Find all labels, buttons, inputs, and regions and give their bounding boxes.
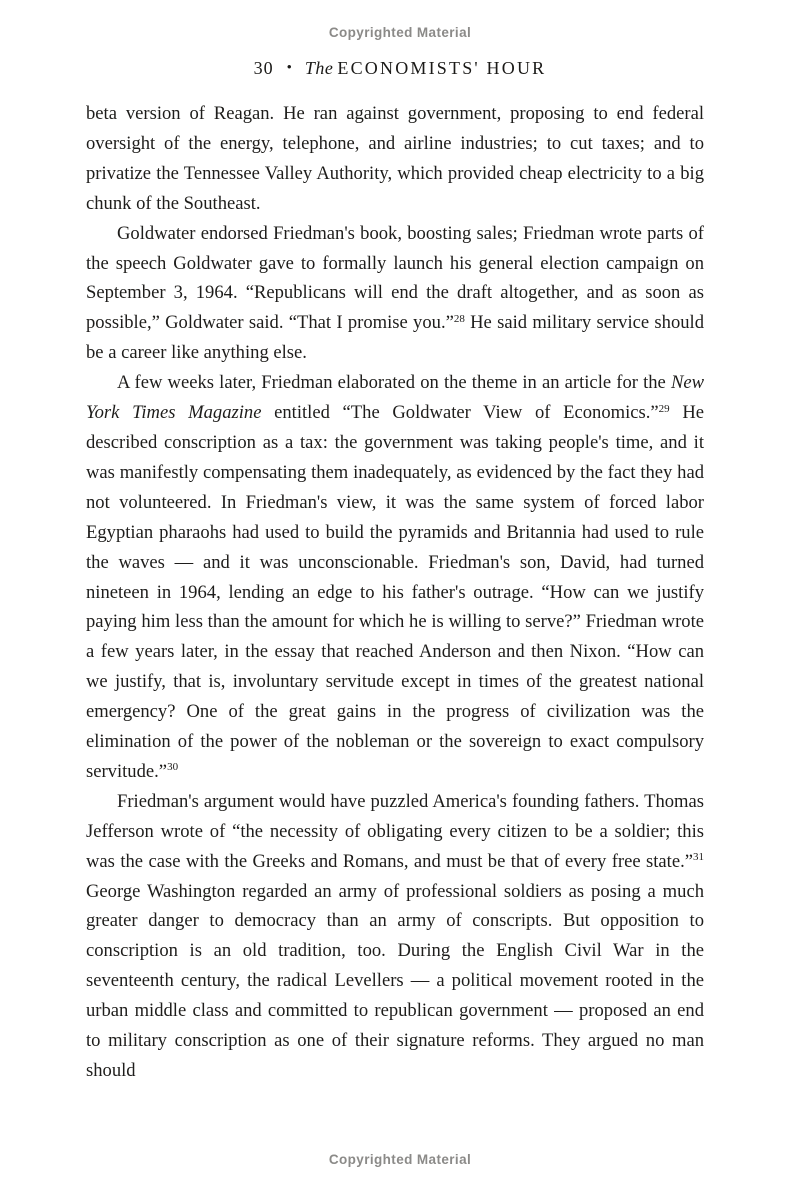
text-segment: Goldwater endorsed Friedman's book, boosting sales; Friedman wrote parts of the speech Goldwater gave to formally launch his general election campaign on September 3, 1964. “Republicans will end the draft altogether, and as soon as possible,” Goldwater said. “That I promise you.” bbox=[86, 222, 704, 334]
book-title-caps: ECONOMISTS' HOUR bbox=[337, 58, 547, 78]
text-segment: George Washington regarded an army of professional soldiers as posing a much greater danger to democracy than an army of conscripts. But opposition to conscription is an old tradition, too. During the English Civil War in the seventeenth century, the radical Levellers — a political movement rooted in the urban middle class and committed to republican government — proposed an end to military conscription as one of their signature reforms. They argued no man should bbox=[86, 880, 704, 1081]
text-segment: Friedman's argument would have puzzled America's founding fathers. Thomas Jefferson wrote of “the necessity of obligating every citizen to be a soldier; this was the case with the Greeks and Romans, and must be that of every free state.” bbox=[86, 790, 704, 872]
copyright-notice-bottom: Copyrighted Material bbox=[328, 1152, 472, 1167]
book-title-italic-word: The bbox=[304, 58, 334, 78]
paragraph bbox=[86, 787, 704, 1086]
text-segment: A few weeks later, Friedman elaborated on the theme in an article for the bbox=[117, 372, 671, 394]
page-number: 30 bbox=[253, 58, 274, 78]
copyright-notice-top: Copyrighted Material bbox=[328, 25, 472, 40]
footnote-reference: 28 bbox=[453, 312, 465, 325]
paragraph bbox=[86, 368, 704, 787]
body-text bbox=[86, 99, 704, 1086]
paragraph bbox=[86, 219, 704, 369]
text-segment: He said military service should be a career like anything else. bbox=[86, 312, 704, 364]
text-segment: He described conscription as a tax: the government was taking people's time, and it was manifestly compensating them inadequately, as evidenced by the fact they had not volunteered. In Friedman's view, it was the same system of forced labor Egyptian pharaohs had used to build the pyramids and Britannia had used to rule the waves — and it was unconscionable. Friedman's son, David, had turned nineteen in 1964, lending an edge to his father's outrage. “How can we justify paying him less than the amount for which he is willing to serve?” Friedman wrote a few years later, in the essay that reached Anderson and then Nixon. “How can we justify, that is, involuntary servitude except in times of the greatest national emergency? One of the great gains in the progress of civilization was the elimination of the power of the nobleman or the sovereign to exact compulsory servitude.” bbox=[86, 402, 704, 782]
footnote-reference: 30 bbox=[167, 761, 179, 774]
running-header bbox=[0, 58, 800, 79]
footnote-reference: 31 bbox=[693, 851, 704, 864]
footnote-reference: 29 bbox=[658, 402, 670, 415]
text-segment: beta version of Reagan. He ran against government, proposing to end federal oversight of the energy, telephone, and airline industries; to cut taxes; and to privatize the Tennessee Valley Authority, which provided cheap electricity to a big chunk of the Southeast. bbox=[86, 103, 704, 214]
text-segment: entitled “The Goldwater View of Economics.” bbox=[261, 402, 659, 424]
italic-text: New York Times Magazine bbox=[86, 372, 704, 424]
bullet-separator: • bbox=[286, 60, 292, 76]
paragraph bbox=[86, 99, 704, 219]
